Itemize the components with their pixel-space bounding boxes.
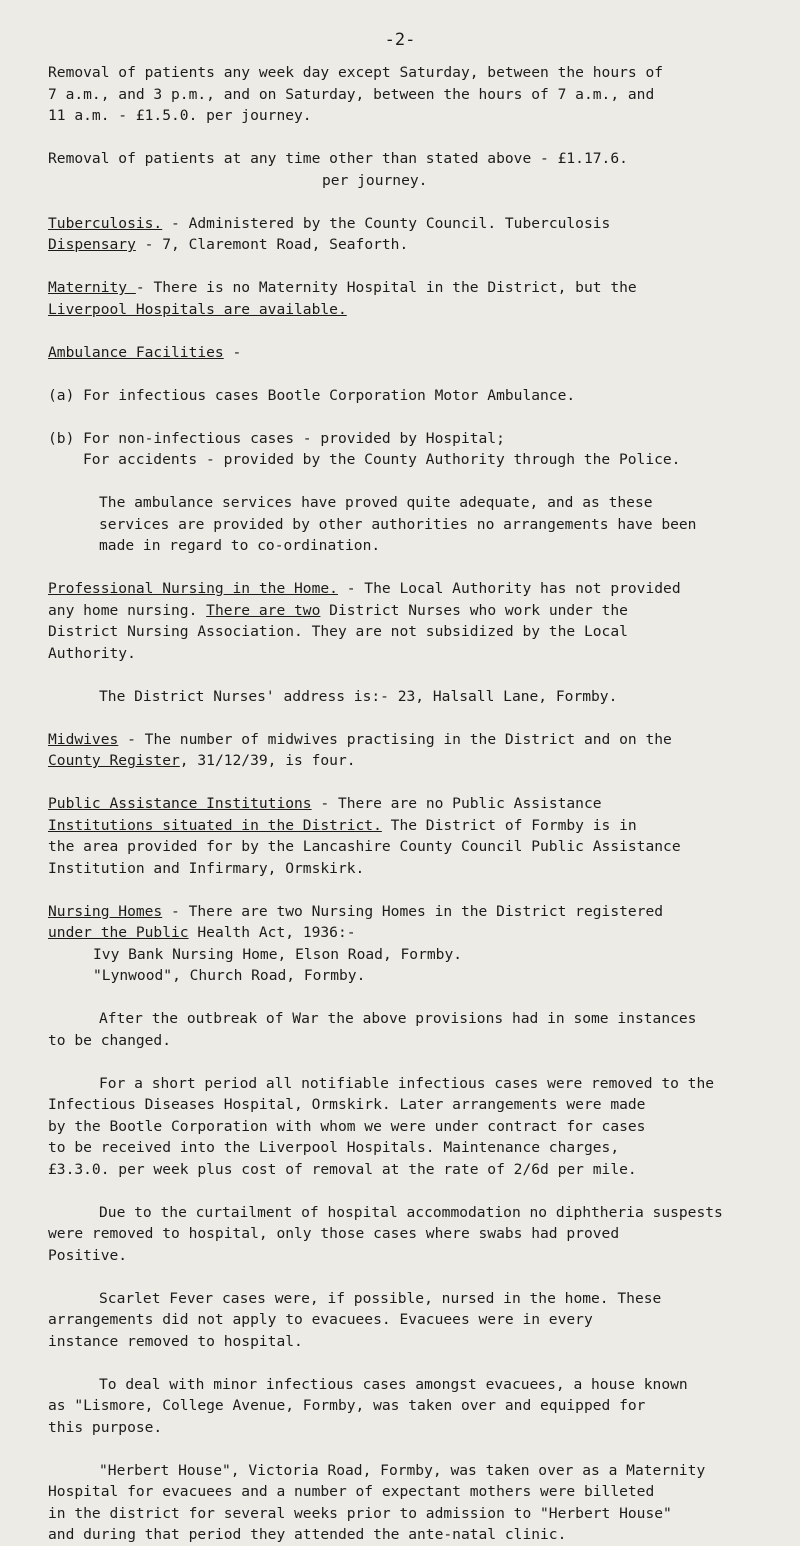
text-line: Infectious Diseases Hospital, Ormskirk. Later arrangements were made (48, 1096, 646, 1113)
text-line: Removal of patients any week day except Saturday, between the hours of (48, 64, 664, 81)
section-heading: Public Assistance Institutions (48, 795, 312, 812)
text-line: in the district for several weeks prior to admission to "Herbert House" (48, 1504, 672, 1522)
list-item: Ivy Bank Nursing Home, Elson Road, Formby. (93, 945, 463, 963)
list-item: "Lynwood", Church Road, Formby. (93, 967, 366, 984)
text-line: For a short period all notifiable infectious cases were removed to the (99, 1074, 715, 1092)
text-line: The ambulance services have proved quite adequate, and as these (99, 494, 653, 511)
ambulance-section: Ambulance Facilities - (a) For infectious cases Bootle Corporation Motor Ambulance. (b) For non-infectious cases - provided by Hospital; For accidents - provided by the County Authority through the Police. The ambulance services have proved quite adequate, and as these services are provided by other authorities no arrangements have been made in regard to co-ordination. (48, 342, 783, 557)
text-line: were removed to hospital, only those cases where swabs had proved (48, 1225, 620, 1242)
text-line: this purpose. (48, 1418, 163, 1436)
text-line: Scarlet Fever cases were, if possible, nursed in the home. These (99, 1289, 662, 1307)
text-line: District Nursing Association. They are not subsidized by the Local (48, 623, 628, 640)
list-item: (a) For infectious cases Bootle Corporation Motor Ambulance. (48, 386, 576, 404)
text-line: £3.3.0. per week plus cost of removal at the rate of 2/6d per mile. (48, 1160, 637, 1178)
removal-section (48, 62, 783, 191)
text-line: 11 a.m. - £1.5.0. per journey. (48, 107, 312, 124)
text-line: Removal of patients at any time other than stated above - £1.17.6. (48, 150, 628, 167)
text-line: as "Lismore, College Avenue, Formby, was taken over and equipped for (48, 1397, 646, 1414)
section-heading: Midwives (48, 730, 119, 748)
list-item: (b) For non-infectious cases - provided by Hospital; (48, 429, 505, 447)
text-line: "Herbert House", Victoria Road, Formby, was taken over as a Maternity (99, 1461, 706, 1479)
text-line: After the outbreak of War the above provisions had in some instances (99, 1010, 697, 1027)
section-heading: Nursing Homes (48, 902, 163, 920)
text-line: made in regard to co-ordination. (99, 537, 381, 554)
tuberculosis-section: Tuberculosis. - Administered by the County Council. Tuberculosis Dispensary - 7, Claremont Road, Seaforth. (48, 214, 611, 253)
text-line: to be received into the Liverpool Hospitals. Maintenance charges, (48, 1139, 620, 1156)
text-line: To deal with minor infectious cases amongst evacuees, a house known (99, 1375, 688, 1393)
nursing-homes-section: Nursing Homes - There are two Nursing Homes in the District registered under the Public Health Act, 1936:- Ivy Bank Nursing Home, Elson Road, Formby. "Lynwood", Church Road, Formby. (48, 901, 783, 987)
text-line: by the Bootle Corporation with whom we were under contract for cases (48, 1117, 646, 1135)
text-line: Hospital for evacuees and a number of expectant mothers were billeted (48, 1483, 655, 1500)
nursing-section: Professional Nursing in the Home. - The Local Authority has not provided any home nursing. There are two District Nurses who work under the District Nursing Association. They are not subsidized by the Local Authority. The District Nurses' address is:- 23, Halsall Lane, Formby. (48, 578, 783, 707)
text-line: arrangements did not apply to evacuees. Evacuees were in every (48, 1311, 593, 1328)
public-assistance-section: Public Assistance Institutions - There are no Public Assistance Institutions situated in the District. The District of Formby is in the area provided for by the Lancashire County Council Public Assistance Institution and Infirmary, Ormskirk. (48, 793, 783, 879)
wartime-section (48, 1008, 783, 1546)
underlined-text: Dispensary (48, 236, 136, 253)
text-line: Positive. (48, 1246, 128, 1264)
text-line: to be changed. (48, 1031, 172, 1049)
section-heading: Professional Nursing in the Home. (48, 580, 338, 597)
text-line: The District Nurses' address is:- 23, Halsall Lane, Formby. (99, 687, 618, 705)
text-line: per journey. (322, 171, 428, 189)
text-line: Due to the curtailment of hospital accommodation no diphtheria suspests (99, 1203, 723, 1221)
midwives-section: Midwives - The number of midwives practising in the District and on the County Register, 31/12/39, is four. (48, 730, 672, 769)
text-line: Institution and Infirmary, Ormskirk. (48, 859, 365, 877)
maternity-section: Maternity - There is no Maternity Hospital in the District, but the Liverpool Hospitals are available. (48, 277, 783, 320)
text-line: instance removed to hospital. (48, 1332, 303, 1350)
text-line: Liverpool Hospitals are available. (48, 300, 347, 318)
document-body (48, 62, 783, 1546)
section-heading: Tuberculosis. (48, 214, 163, 232)
section-heading: Ambulance Facilities (48, 343, 224, 361)
text-line: Authority. (48, 644, 136, 662)
text-line: services are provided by other authorities no arrangements have been (99, 515, 697, 533)
text-line: the area provided for by the Lancashire County Council Public Assistance (48, 838, 681, 855)
text-line: For accidents - provided by the County Authority through the Police. (83, 451, 681, 468)
text-line: 7 a.m., and 3 p.m., and on Saturday, between the hours of 7 a.m., and (48, 85, 655, 103)
section-heading: Maternity (48, 279, 136, 296)
text-line: and during that period they attended the ante-natal clinic. (48, 1526, 567, 1543)
page-number: -2- (384, 30, 416, 50)
